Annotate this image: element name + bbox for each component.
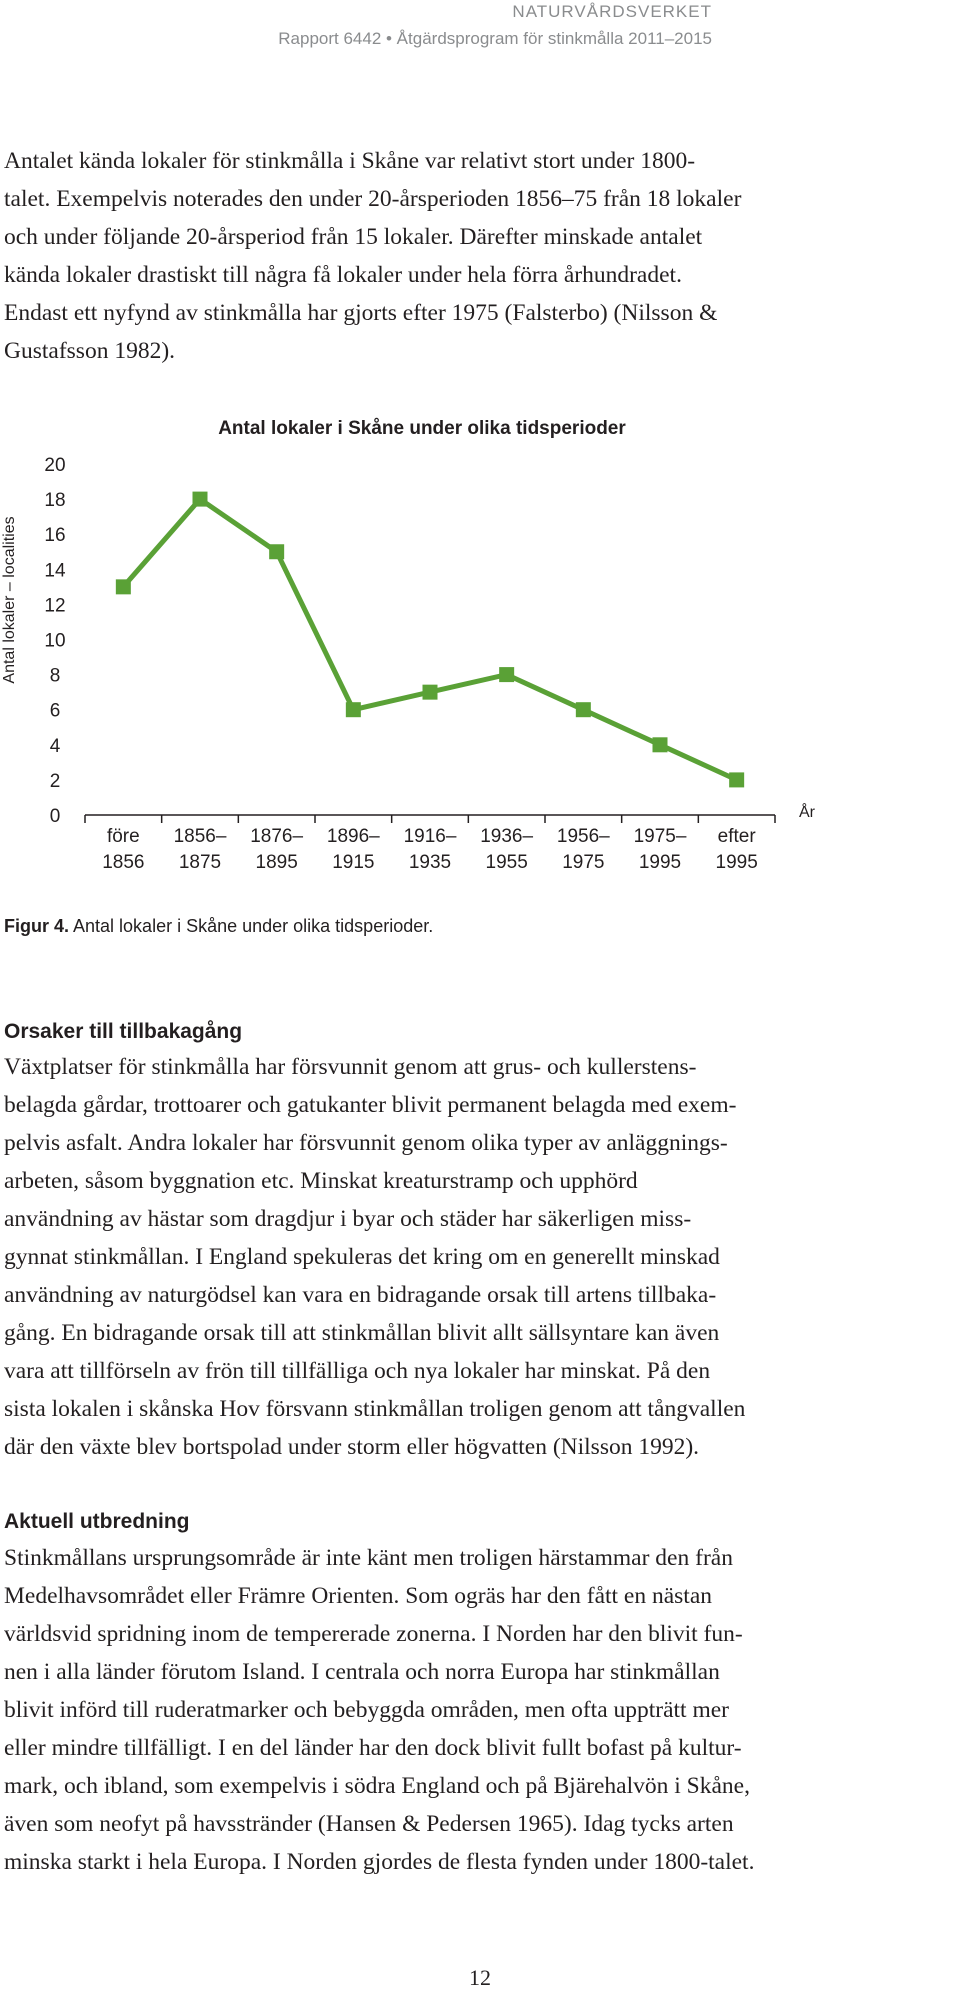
text-line: eller mindre tillfälligt. I en del länder har den dock blivit fullt bofast på kultur- [4, 1735, 742, 1761]
text-line: talet. Exempelvis noterades den under 20-årsperioden 1856–75 från 18 lokaler [4, 186, 742, 212]
text-line: sista lokalen i skånska Hov försvann stinkmållan troligen genom att tångvallen [4, 1396, 746, 1422]
text-line: gång. En bidragande orsak till att stinkmållan blivit allt sällsyntare kan även [4, 1320, 720, 1346]
text-line: världsvid spridning inom de tempererade zonerna. I Norden har den blivit fun- [4, 1621, 743, 1647]
causes-paragraph [4, 1048, 956, 1466]
text-line: Gustafsson 1982). [4, 338, 176, 364]
y-tick-label: 12 [44, 595, 66, 617]
text-line: belagda gårdar, trottoarer och gatukanter blivit permanent belagda med exem- [4, 1092, 737, 1118]
x-tick-label: 1876– [250, 826, 304, 847]
text-line: användning av naturgödsel kan vara en bidragande orsak till artens tillbaka- [4, 1282, 717, 1308]
text-line: Växtplatser för stinkmålla har försvunnit genom att grus- och kullerstens- [4, 1054, 697, 1080]
x-tick-label: 1856 [102, 852, 145, 873]
caption-label: Figur 4. [4, 916, 70, 936]
data-point-marker [653, 737, 668, 752]
page-number: 12 [469, 1965, 491, 1990]
text-line: mark, och ibland, som exempelvis i södra England och på Bjärehalvön i Skåne, [4, 1773, 750, 1799]
header-organization: NATURVÅRDSVERKET [512, 2, 712, 21]
caption-text: Antal lokaler i Skåne under olika tidsperioder. [69, 916, 434, 936]
x-tick-label: 1916– [403, 826, 457, 847]
x-tick-label: 1995 [715, 852, 758, 873]
y-tick-label: 8 [49, 665, 61, 687]
x-tick-label: 1956– [556, 826, 610, 847]
x-tick-label: före [106, 826, 140, 847]
text-line: Medelhavsområdet eller Främre Orienten. Som ogräs har den fått en nästan [4, 1583, 713, 1609]
intro-paragraph [4, 142, 956, 370]
data-point-marker [346, 702, 361, 717]
x-tick-label: 1856– [173, 826, 227, 847]
x-tick-label: 1896– [326, 826, 380, 847]
x-tick-label: 1955 [485, 852, 528, 873]
chart-x-axis-label: År [799, 804, 815, 821]
y-tick-label: 18 [44, 490, 66, 512]
y-tick-label: 10 [44, 630, 66, 652]
x-tick-label: 1936– [480, 826, 534, 847]
text-line: och under följande 20-årsperiod från 15 lokaler. Därefter minskade antalet [4, 224, 703, 250]
y-tick-label: 2 [49, 770, 61, 792]
y-tick-label: 20 [44, 455, 66, 476]
data-point-marker [576, 702, 591, 717]
text-line: blivit införd till ruderatmarker och bebyggda områden, men ofta uppträtt mer [4, 1697, 730, 1723]
figure-caption [4, 916, 433, 937]
text-line: där den växte blev bortspolad under storm eller högvatten (Nilsson 1992). [4, 1434, 700, 1460]
chart-y-axis-label: Antal lokaler – localities [1, 516, 18, 684]
data-point-marker [499, 667, 514, 682]
text-line: gynnat stinkmållan. I England spekuleras det kring om en generellt minskad [4, 1244, 720, 1270]
x-tick-label: 1975 [562, 852, 605, 873]
header-report-title: Rapport 6442 • Åtgärdsprogram för stinkmålla 2011–2015 [278, 29, 712, 48]
data-point-marker [116, 579, 131, 594]
section-heading-causes: Orsaker till tillbakagång [4, 1020, 243, 1043]
text-line: vara att tillförseln av frön till tillfälliga och nya lokaler har minskat. På den [4, 1358, 711, 1384]
text-line: användning av hästar som dragdjur i byar och städer har säkerligen miss- [4, 1206, 692, 1232]
data-point-marker [269, 544, 284, 559]
text-line: nen i alla länder förutom Island. I centrala och norra Europa har stinkmållan [4, 1659, 720, 1685]
x-tick-label: 1995 [638, 852, 682, 873]
data-point-marker [729, 772, 744, 787]
x-tick-label: 1895 [255, 852, 298, 873]
text-line: minska starkt i hela Europa. I Norden gjordes de flesta fynden under 1800-talet. [4, 1849, 755, 1875]
chart-title: Antal lokaler i Skåne under olika tidsperioder [218, 418, 626, 439]
text-line: Stinkmållans ursprungsområde är inte känt men troligen härstammar den från [4, 1545, 733, 1571]
x-tick-label: 1875 [178, 852, 222, 873]
page-header [278, 2, 712, 50]
text-line: även som neofyt på havsstränder (Hansen & Pedersen 1965). Idag tycks arten [4, 1811, 734, 1837]
data-point-marker [193, 492, 208, 507]
y-tick-label: 6 [49, 700, 61, 722]
y-tick-label: 14 [44, 560, 66, 582]
x-tick-label: 1975– [633, 826, 687, 847]
text-line: pelvis asfalt. Andra lokaler har försvunnit genom olika typer av anläggnings- [4, 1130, 728, 1156]
series-line [123, 499, 736, 780]
y-tick-label: 0 [49, 806, 61, 827]
x-tick-label: 1915 [332, 852, 375, 873]
line-chart [0, 400, 840, 880]
distribution-paragraph [4, 1539, 956, 1881]
section-heading-distribution: Aktuell utbredning [4, 1510, 190, 1533]
text-line: Antalet kända lokaler för stinkmålla i Skåne var relativt stort under 1800- [4, 148, 696, 174]
text-line: kända lokaler drastiskt till några få lokaler under hela förra århundradet. [4, 262, 682, 288]
x-tick-label: 1935 [408, 852, 452, 873]
y-tick-label: 4 [49, 735, 61, 757]
text-line: arbeten, såsom byggnation etc. Minskat kreaturstramp och upphörd [4, 1168, 638, 1194]
text-line: Endast ett nyfynd av stinkmålla har gjorts efter 1975 (Falsterbo) (Nilsson & [4, 300, 718, 326]
x-tick-label: efter [717, 826, 756, 847]
data-point-marker [423, 685, 438, 700]
y-tick-label: 16 [44, 525, 66, 547]
